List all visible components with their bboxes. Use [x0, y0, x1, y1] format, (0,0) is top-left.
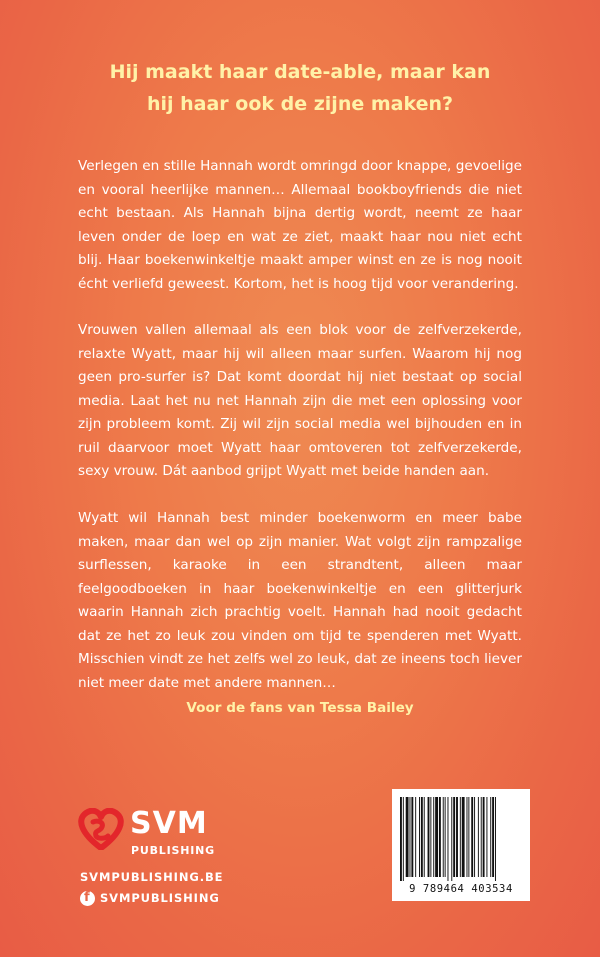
heart-logo-icon — [78, 808, 124, 850]
barcode-bar — [410, 797, 411, 877]
barcode-bar — [433, 797, 434, 877]
tagline-line-2: hij haar ook de zijne maken? — [146, 93, 454, 115]
barcode-bar — [411, 797, 413, 877]
blurb-paragraph-2: Vrouwen vallen allemaal als een blok voor de zelfverzekerde, relaxte Wyatt, maar hij wil alleen maar surfen. Waarom hij nog geen pro-surfer is? Dat komt doordat hij niet bestaat op social media. Laat het nu net Hannah zijn die met een oplossing voor zijn probleem komt. Zij wil zijn social media wel bijhouden en in ruil daarvoor moet Wyatt haar omtoveren tot zelfverzekerde, sexy vrouw. Dát aanbod grijpt Wyatt met beide handen aan. — [78, 322, 522, 479]
barcode-bar — [415, 797, 416, 877]
fans-line: Voor de fans van Tessa Bailey — [186, 700, 414, 716]
barcode-bar — [467, 797, 468, 877]
barcode-bar — [448, 797, 449, 881]
logo-wordmark: SVM — [130, 806, 208, 841]
barcode-bar — [424, 797, 425, 877]
barcode-bar — [439, 797, 441, 877]
publisher-logo — [78, 804, 218, 864]
barcode-bar — [435, 797, 438, 877]
barcode-bar — [451, 797, 452, 881]
barcode-bar — [495, 797, 496, 881]
barcode-bar — [453, 797, 455, 877]
barcode-bar — [481, 797, 482, 877]
barcode-bar — [492, 797, 494, 877]
barcode-bar — [403, 797, 404, 881]
barcode-bar — [471, 797, 473, 877]
blurb-paragraph-1: Verlegen en stille Hannah wordt omringd door knappe, gevoelige en vooral heerlijke mannen… Allemaal bookboyfriends die niet echt bestaan. Als Hannah bijna dertig wordt, neemt ze haar leven onder de loep en wat ze ziet, maakt haar nou niet echt blij. Haar boekenwinkeltje maakt amper winst en ze is nog nooit écht verliefd geweest. Kortom, het is hoog tijd voor verandering. — [78, 158, 522, 292]
barcode-bar — [486, 797, 487, 877]
logo-subtitle: PUBLISHING — [131, 844, 215, 857]
barcode-bar — [474, 797, 475, 877]
barcode-bar — [456, 797, 458, 877]
barcode-bar — [406, 797, 409, 877]
social-handle: SVMPUBLISHING — [100, 891, 220, 905]
facebook-icon: f — [80, 891, 95, 906]
publisher-website: SVMPUBLISHING.BE — [80, 870, 224, 884]
barcode-bar — [478, 797, 479, 877]
barcode-bar — [443, 797, 444, 877]
barcode-bar — [421, 797, 423, 877]
tagline-line-1: Hij maakt haar date-able, maar kan — [109, 61, 491, 83]
barcode-bar — [468, 797, 469, 877]
barcode-bar — [483, 797, 485, 877]
tagline — [0, 56, 600, 120]
barcode-bar — [430, 797, 431, 877]
barcode-bar — [462, 797, 465, 877]
barcode-bar — [419, 797, 420, 877]
barcode — [392, 789, 530, 901]
barcode-bar — [460, 797, 461, 877]
blurb-paragraph-3: Wyatt wil Hannah best minder boekenworm en meer babe maken, maar dan wel op zijn manier. Wat volgt zijn rampzalige surflessen, karaoke in een strandtent, alleen maar feelgoodboeken in haar boekenwinkeltje en een glitterjurk waarin Hannah zich prachtig voelt. Hannah had nooit gedacht dat ze het zo leuk zou vinden om tijd te spenderen met Wyatt. Misschien vindt ze het zelfs wel zo leuk, dat ze ineens toch liever niet meer date met andere mannen… — [78, 510, 522, 691]
barcode-bar — [490, 797, 491, 877]
barcode-bars — [399, 797, 523, 881]
isbn-number: 9 789464 403534 — [409, 883, 513, 895]
barcode-bar — [400, 797, 402, 881]
barcode-bar — [428, 797, 430, 877]
barcode-bar — [445, 797, 446, 877]
